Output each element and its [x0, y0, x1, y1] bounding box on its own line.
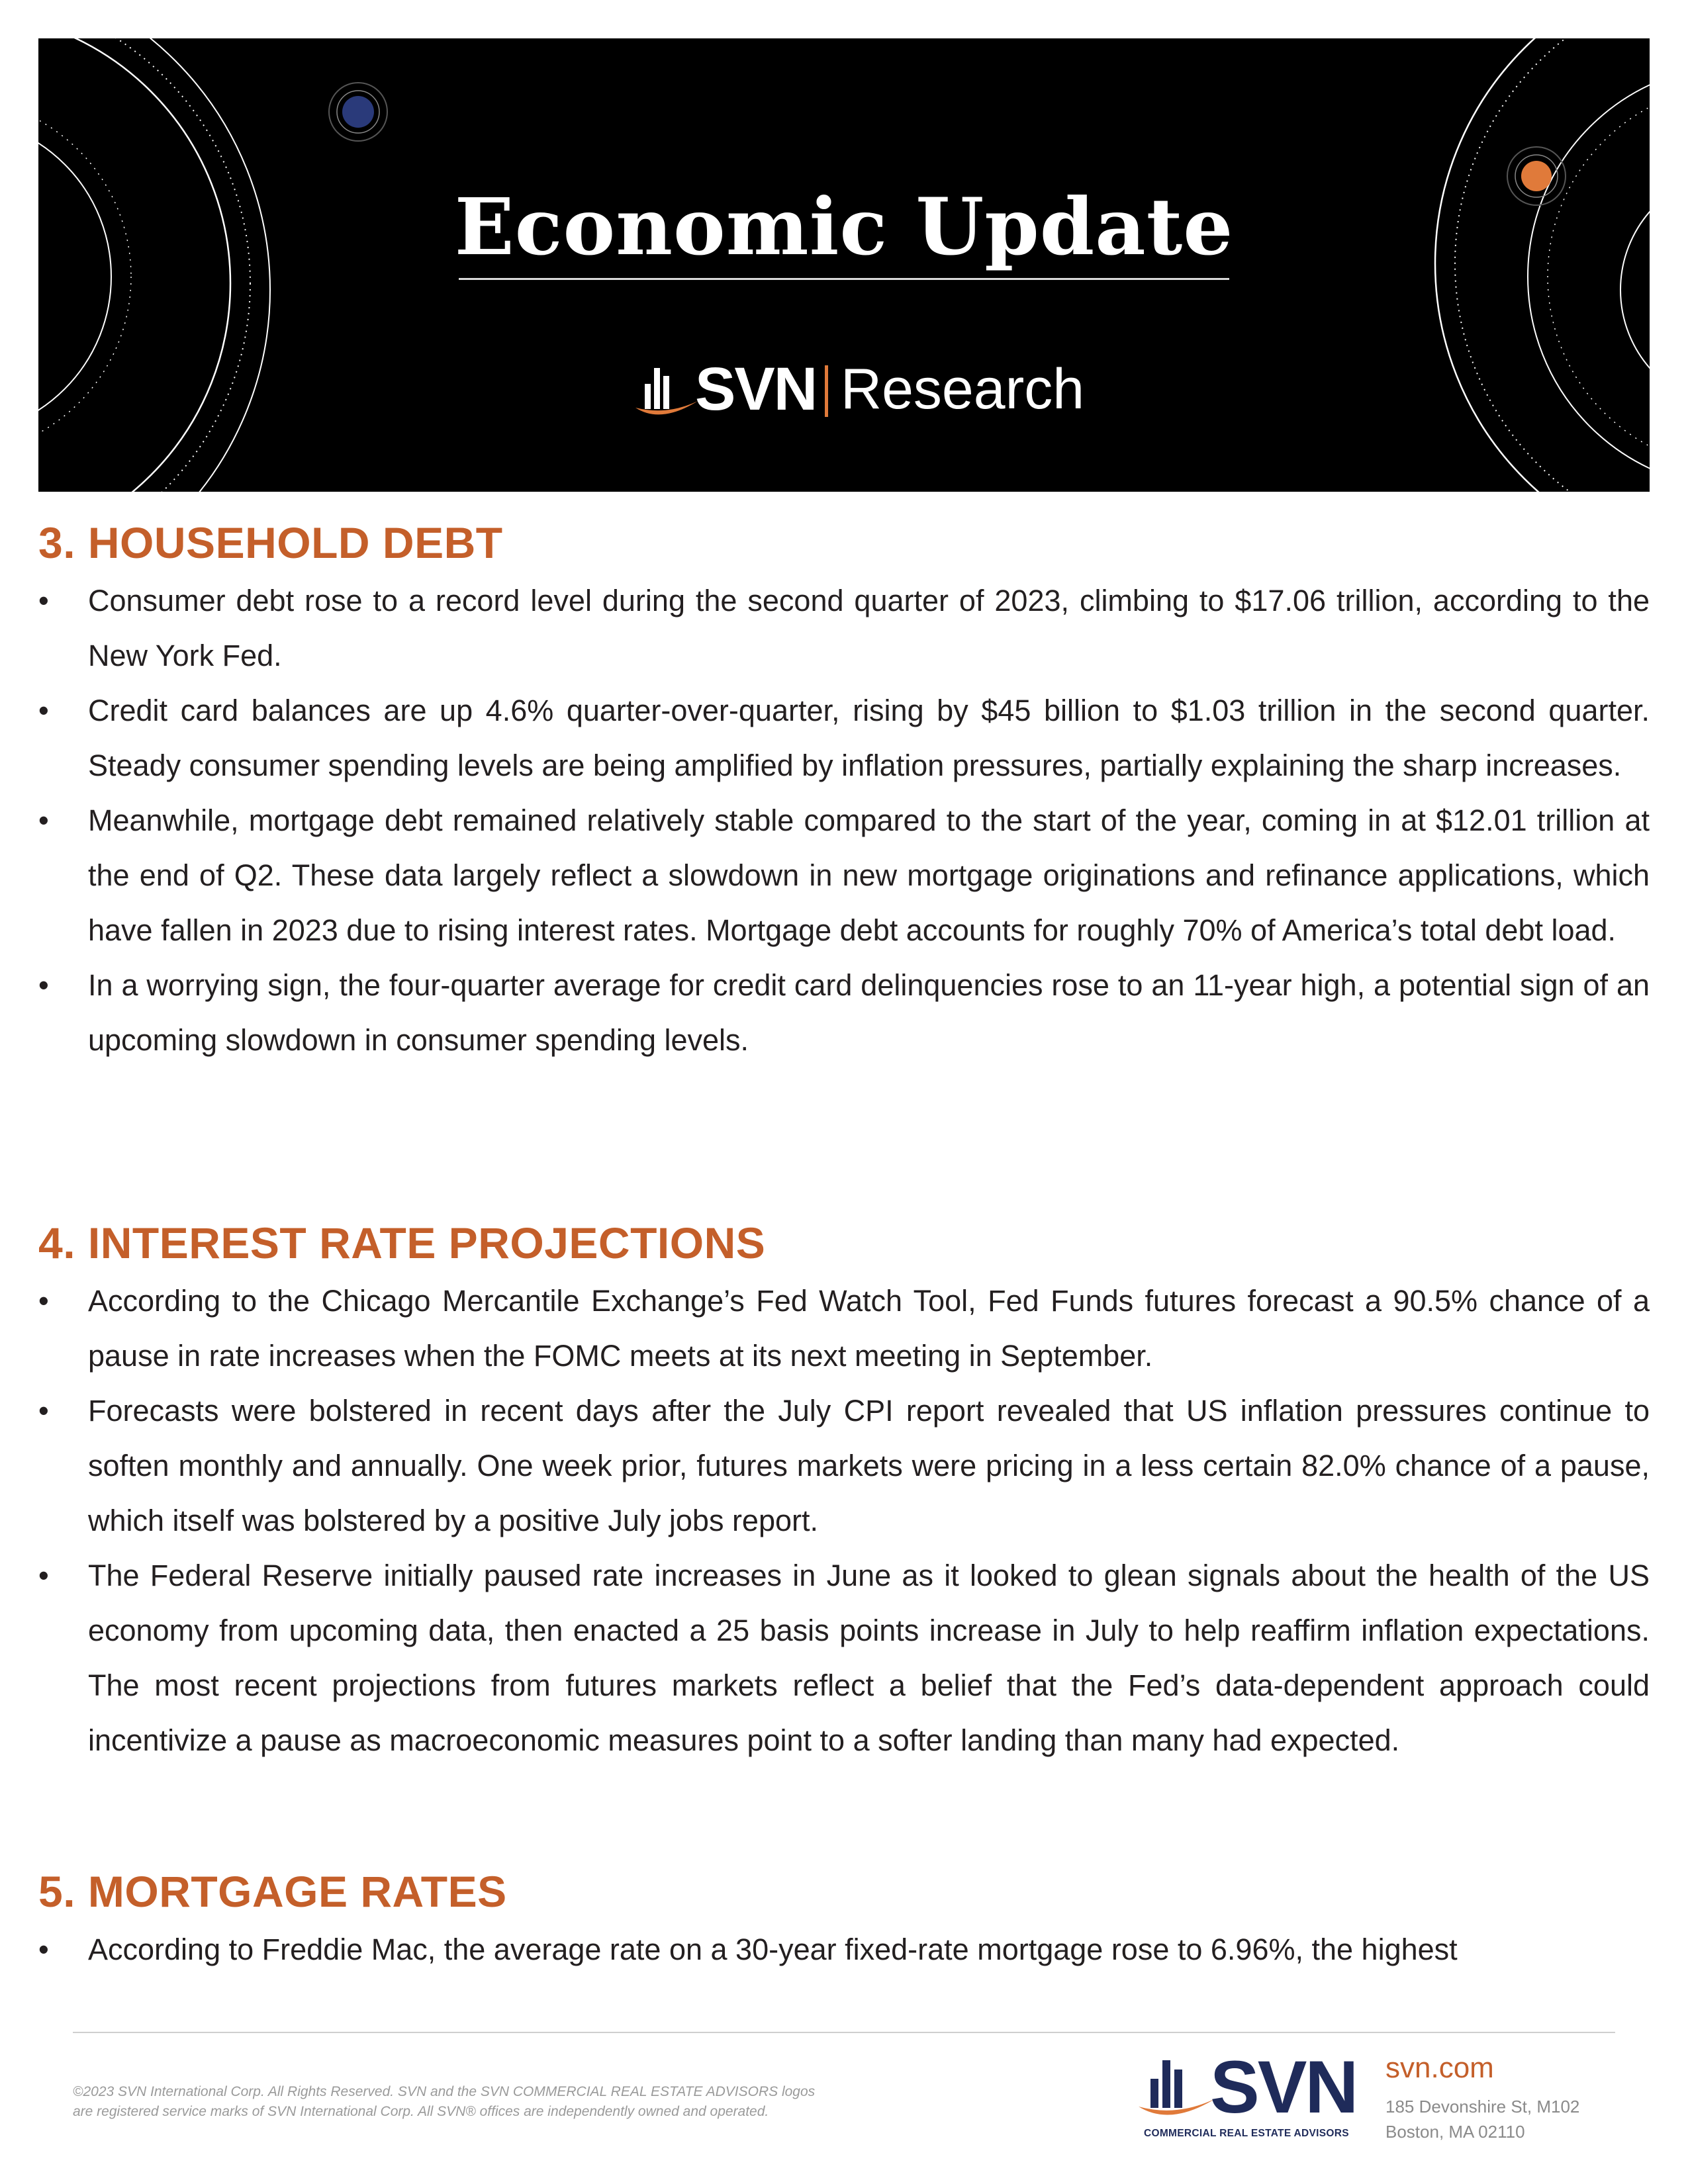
- page-title: Economic Update: [454, 181, 1234, 273]
- section-household-debt: [38, 516, 1650, 1068]
- section-heading: 5. MORTGAGE RATES: [38, 1867, 507, 1916]
- contact-info: [1385, 2050, 1624, 2144]
- copyright-line: ©2023 SVN International Corp. All Rights Reserved. SVN and the SVN COMMERCIAL REAL ESTATE ADVISORS logos: [73, 2084, 816, 2099]
- address: [1385, 2094, 1624, 2144]
- section-heading: 3. HOUSEHOLD DEBT: [38, 518, 503, 567]
- section-heading: 4. INTEREST RATE PROJECTIONS: [38, 1218, 766, 1267]
- bullet-list: [38, 573, 1650, 1068]
- list-item: • Meanwhile, mortgage debt remained relatively stable compared to the start of the year, coming in at $12.01 trillion at the end of Q2. These data largely reflect a slowdown in new mortgage originations and refinance applications, which have fallen in 2023 due to rising interest rates. Mortgage debt accounts for roughly 70% of America’s total debt load.: [38, 793, 1650, 958]
- list-item: • Consumer debt rose to a record level during the second quarter of 2023, climbing to $17.06 trillion, according to the New York Fed.: [38, 573, 1650, 683]
- address-line: 185 Devonshire St, M102: [1385, 2097, 1580, 2116]
- title-divider: [459, 278, 1229, 280]
- list-item: • Forecasts were bolstered in recent days after the July CPI report revealed that US inflation pressures continue to soften monthly and annually. One week prior, futures markets were pricing in a less certain 82.0% chance of a pause, which itself was bolstered by a positive July jobs report.: [38, 1383, 1650, 1548]
- list-item: • According to Freddie Mac, the average rate on a 30-year fixed-rate mortgage rose to 6.96%, the highest: [38, 1922, 1650, 1977]
- list-item: • Credit card balances are up 4.6% quarter-over-quarter, rising by $45 billion to $1.03 trillion in the second quarter. Steady consumer spending levels are being amplified by inflation pressures, partially explaining the sharp increases.: [38, 683, 1650, 793]
- copyright-notice: [73, 2082, 933, 2122]
- brand-suffix: Research: [841, 357, 1085, 421]
- brand-divider: [825, 365, 828, 417]
- svn-logo-icon: [1137, 2055, 1217, 2121]
- list-item: • The Federal Reserve initially paused rate increases in June as it looked to glean signals about the health of the US economy from upcoming data, then enacted a 25 basis points increase in July to help reaffirm inflation expectations. The most recent projections from futures markets reflect a belief that the Fed’s data-dependent approach could incentivize a pause as macroeconomic measures point to a softer landing than many had expected.: [38, 1548, 1650, 1768]
- list-item: • In a worrying sign, the four-quarter average for credit card delinquencies rose to an 11-year high, a potential sign of an upcoming slowdown in consumer spending levels.: [38, 958, 1650, 1068]
- svn-logo-icon: [634, 361, 700, 422]
- header-banner: [38, 38, 1650, 492]
- logo-wordmark: SVN: [1210, 2046, 1357, 2128]
- address-line: Boston, MA 02110: [1385, 2122, 1525, 2142]
- website-link[interactable]: svn.com: [1385, 2052, 1494, 2084]
- copyright-line: are registered service marks of SVN International Corp. All SVN® offices are independently owned and operated.: [73, 2104, 769, 2119]
- section-interest-rate-projections: [38, 1216, 1650, 1768]
- list-item: • According to the Chicago Mercantile Exchange’s Fed Watch Tool, Fed Funds futures forecast a 90.5% chance of a pause in rate increases when the FOMC meets at its next meeting in September.: [38, 1273, 1650, 1383]
- svn-research-brand: [594, 356, 1098, 429]
- logo-tagline: COMMERCIAL REAL ESTATE ADVISORS: [1144, 2128, 1349, 2139]
- bullet-list: [38, 1273, 1650, 1768]
- bullet-list: [38, 1922, 1650, 1977]
- footer-divider: [73, 2032, 1615, 2033]
- brand-name: SVN: [695, 355, 817, 423]
- section-mortgage-rates: [38, 1865, 1650, 1977]
- svn-footer-logo: [1137, 2048, 1362, 2144]
